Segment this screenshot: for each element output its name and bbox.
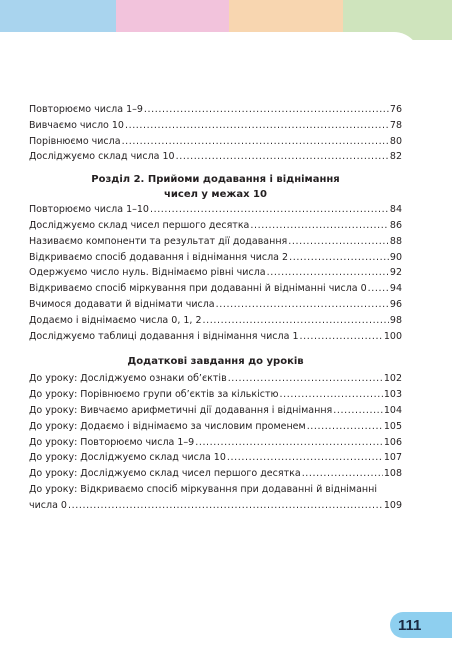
toc-entry-page: 107 bbox=[383, 452, 402, 464]
toc-entry-leader bbox=[227, 450, 383, 466]
toc-entry[interactable] bbox=[29, 313, 402, 329]
toc-entry-title: Вчимося додавати й віднімати числа bbox=[29, 298, 215, 310]
toc-entry-title: До уроку: Досліджуємо склад числа 10 bbox=[29, 452, 226, 464]
toc-entry-title: Повторюємо числа 1–10 bbox=[29, 204, 149, 216]
toc-entry-title: Повторюємо числа 1–9 bbox=[29, 104, 143, 115]
section-2-heading-line2: чисел у межах 10 bbox=[164, 189, 267, 201]
toc-entry-leader bbox=[280, 387, 383, 403]
toc-entry-multiline[interactable] bbox=[29, 482, 402, 514]
toc-intro-list bbox=[29, 102, 402, 165]
table-of-contents bbox=[29, 102, 402, 514]
toc-entry-leader bbox=[250, 218, 389, 234]
toc-entry-leader bbox=[68, 498, 383, 514]
extra-tasks-heading: Додаткові завдання до уроків bbox=[127, 356, 304, 368]
toc-entry-title: До уроку: Досліджуємо ознаки об’єктів bbox=[29, 373, 227, 385]
toc-entry-title: До уроку: Вивчаємо арифметичні дії додавання і віднімання bbox=[29, 404, 333, 416]
toc-entry-page: 90 bbox=[389, 251, 402, 263]
toc-entry[interactable] bbox=[29, 281, 402, 297]
toc-entry-title: Досліджуємо склад чисел першого десятка bbox=[29, 219, 250, 231]
toc-entry-page: 100 bbox=[383, 330, 402, 342]
toc-extra-list bbox=[29, 371, 402, 482]
toc-entry-title: Досліджуємо таблиці додавання і віднімання числа 1 bbox=[29, 330, 299, 342]
toc-entry[interactable] bbox=[29, 250, 402, 266]
toc-entry-leader bbox=[122, 134, 389, 150]
toc-entry-leader bbox=[267, 265, 389, 281]
toc-entry-leader bbox=[150, 202, 389, 218]
toc-entry[interactable] bbox=[29, 450, 402, 466]
toc-entry-page: 96 bbox=[389, 298, 402, 310]
toc-entry-title: Вивчаємо число 10 bbox=[29, 119, 124, 131]
toc-entry-title: Відкриваємо спосіб міркування при додаванні й відніманні числа 0 bbox=[29, 283, 367, 295]
toc-entry-leader bbox=[216, 297, 389, 313]
toc-entry-leader bbox=[176, 149, 389, 165]
toc-entry-title: До уроку: Відкриваємо спосіб міркування при додаванні й відніманні bbox=[29, 483, 377, 495]
toc-entry-title: Порівнюємо числа bbox=[29, 135, 121, 147]
toc-entry[interactable] bbox=[29, 265, 402, 281]
toc-entry[interactable] bbox=[29, 387, 402, 403]
toc-entry-leader bbox=[333, 403, 383, 419]
toc-entry-leader bbox=[195, 435, 383, 451]
toc-entry-page: 94 bbox=[389, 283, 402, 295]
toc-entry[interactable] bbox=[29, 466, 402, 482]
toc-entry-title: Відкриваємо спосіб додавання і віднімання числа 2 bbox=[29, 251, 289, 263]
page-margin bbox=[420, 40, 452, 650]
page-number: 111 bbox=[398, 616, 422, 634]
toc-entry-title: До уроку: Додаємо і віднімаємо за числовим променем bbox=[29, 420, 306, 432]
toc-entry-page: 98 bbox=[389, 314, 402, 326]
toc-entry-leader bbox=[368, 281, 389, 297]
toc-entry-page: 80 bbox=[389, 135, 402, 147]
section-2-heading-line1: Розділ 2. Прийоми додавання і віднімання bbox=[91, 174, 340, 186]
toc-entry-page: 78 bbox=[389, 119, 402, 131]
toc-entry-page: 106 bbox=[383, 436, 402, 448]
toc-entry[interactable] bbox=[29, 329, 402, 345]
toc-entry-line bbox=[29, 482, 402, 498]
toc-entry[interactable] bbox=[29, 118, 402, 134]
toc-entry[interactable] bbox=[29, 149, 402, 165]
toc-entry-leader bbox=[302, 466, 383, 482]
toc-entry-page: 82 bbox=[389, 151, 402, 163]
toc-entry-title: Додаємо і віднімаємо числа 0, 1, 2 bbox=[29, 314, 202, 326]
toc-entry-page: 88 bbox=[389, 235, 402, 247]
toc-entry-page: 105 bbox=[383, 420, 402, 432]
toc-entry[interactable] bbox=[29, 419, 402, 435]
section-2-heading bbox=[29, 172, 402, 202]
toc-entry-line bbox=[29, 498, 402, 514]
toc-entry-title: До уроку: Порівнюємо групи об’єктів за кількістю bbox=[29, 389, 279, 401]
toc-entry-leader bbox=[144, 102, 389, 118]
toc-entry[interactable] bbox=[29, 297, 402, 313]
toc-entry[interactable] bbox=[29, 134, 402, 150]
toc-entry-page: 92 bbox=[389, 267, 402, 279]
toc-entry-leader bbox=[289, 250, 389, 266]
toc-entry-leader bbox=[203, 313, 389, 329]
toc-entry-page: 108 bbox=[383, 468, 402, 480]
toc-entry-page: 76 bbox=[389, 104, 402, 115]
toc-section-2-list bbox=[29, 202, 402, 344]
toc-entry-page: 103 bbox=[383, 389, 402, 401]
toc-entry[interactable] bbox=[29, 435, 402, 451]
toc-entry-leader bbox=[228, 371, 383, 387]
toc-entry-title: Одержуємо число нуль. Віднімаємо рівні числа bbox=[29, 267, 266, 279]
toc-entry-title: До уроку: Досліджуємо склад чисел першого десятка bbox=[29, 468, 301, 480]
toc-entry-title: Називаємо компоненти та результат дії додавання bbox=[29, 235, 288, 247]
toc-entry-page: 84 bbox=[389, 204, 402, 216]
toc-entry-title: числа 0 bbox=[29, 499, 67, 511]
toc-entry[interactable] bbox=[29, 202, 402, 218]
toc-entry-leader bbox=[300, 329, 383, 345]
toc-entry[interactable] bbox=[29, 102, 402, 118]
toc-entry-page: 104 bbox=[383, 404, 402, 416]
toc-entry-leader bbox=[307, 419, 383, 435]
toc-entry[interactable] bbox=[29, 403, 402, 419]
toc-entry[interactable] bbox=[29, 218, 402, 234]
toc-entry-title: До уроку: Повторюємо числа 1–9 bbox=[29, 436, 195, 448]
toc-entry-title: Досліджуємо склад числа 10 bbox=[29, 151, 175, 163]
toc-entry[interactable] bbox=[29, 371, 402, 387]
toc-entry-leader bbox=[288, 234, 389, 250]
toc-entry[interactable] bbox=[29, 234, 402, 250]
toc-entry-leader bbox=[125, 118, 389, 134]
toc-entry-page: 86 bbox=[389, 219, 402, 231]
toc-entry-page: 109 bbox=[383, 499, 402, 511]
toc-entry-page: 102 bbox=[383, 373, 402, 385]
page-number-tab bbox=[390, 612, 452, 638]
